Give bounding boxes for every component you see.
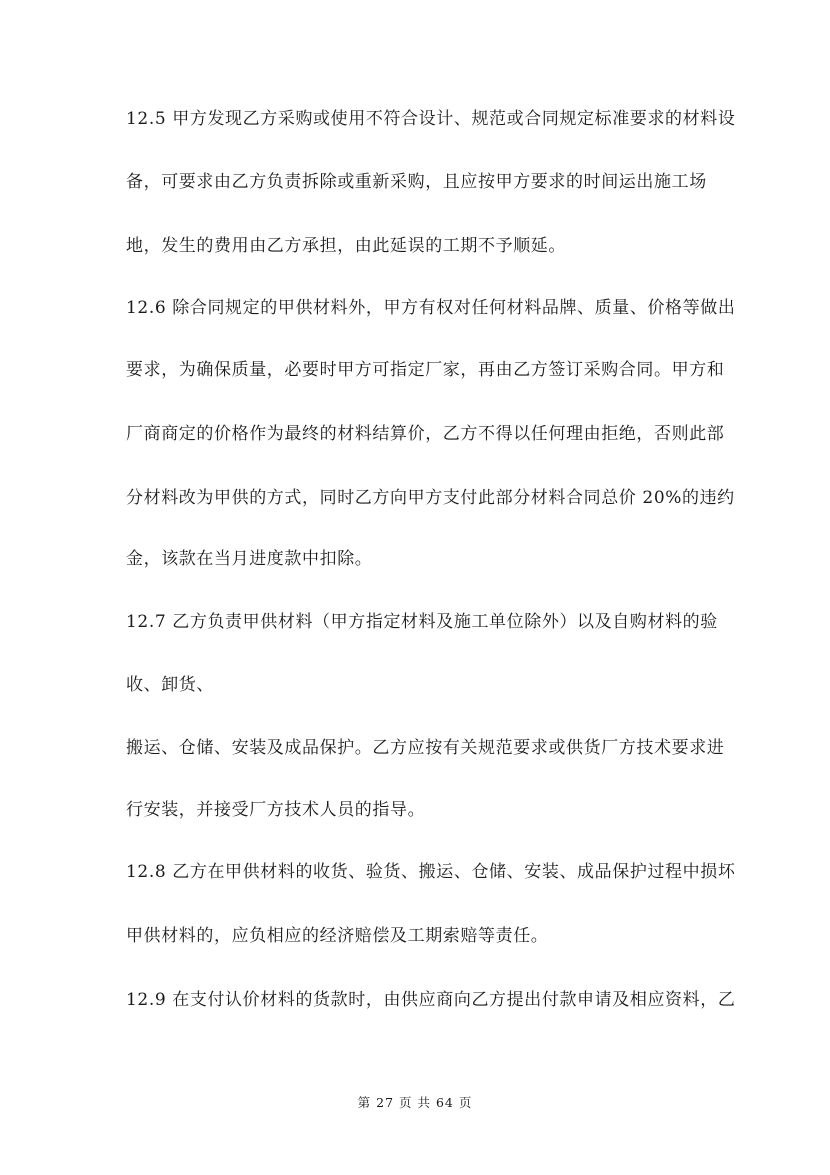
text-line: 分材料改为甲供的方式，同时乙方向甲方支付此部分材料合同总价 20%的违约 (126, 488, 735, 508)
text-line: 12.7 乙方负责甲供材料（甲方指定材料及施工单位除外）以及自购材料的验 (126, 612, 718, 632)
text-line: 行安装，并接受厂方技术人员的指导。 (126, 800, 426, 820)
page-number-footer: 第 27 页 共 64 页 (357, 1095, 473, 1110)
text-line: 收、卸货、 (126, 675, 214, 695)
text-line: 12.6 除合同规定的甲供材料外，甲方有权对任何材料品牌、质量、价格等做出 (126, 298, 736, 318)
text-line: 备，可要求由乙方负责拆除或重新采购，且应按甲方要求的时间运出施工场 (126, 172, 707, 192)
text-line: 12.9 在支付认价材料的货款时，由供应商向乙方提出付款申请及相应资料，乙 (126, 990, 736, 1010)
text-line: 搬运、仓储、安装及成品保护。乙方应按有关规范要求或供货厂方技术要求进 (126, 738, 725, 758)
text-line: 要求，为确保质量，必要时甲方可指定厂家，再由乙方签订采购合同。甲方和 (126, 360, 725, 380)
text-line: 12.8 乙方在甲供材料的收货、验货、搬运、仓储、安装、成品保护过程中损坏 (126, 862, 736, 882)
text-line: 地，发生的费用由乙方承担，由此延误的工期不予顺延。 (126, 236, 566, 256)
text-line: 12.5 甲方发现乙方采购或使用不符合设计、规范或合同规定标准要求的材料设 (126, 109, 736, 129)
text-line: 甲供材料的，应负相应的经济赔偿及工期索赔等责任。 (126, 926, 549, 946)
text-line: 厂商商定的价格作为最终的材料结算价，乙方不得以任何理由拒绝，否则此部 (126, 424, 725, 444)
text-line: 金，该款在当月进度款中扣除。 (126, 549, 373, 569)
